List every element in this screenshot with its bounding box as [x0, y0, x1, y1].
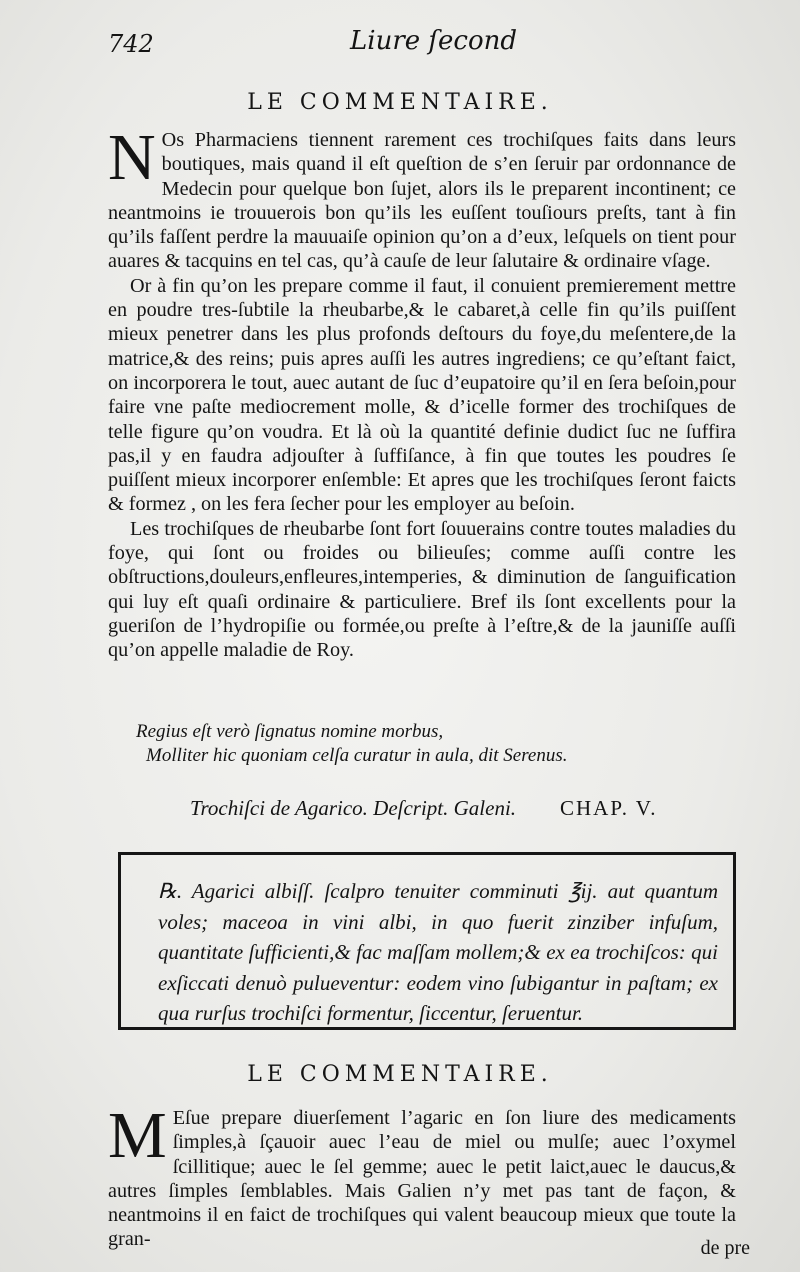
- chapter-heading: [190, 796, 690, 821]
- page-header: [100, 22, 740, 62]
- paragraph: [108, 1099, 736, 1252]
- verse-text: Molliter hic quoniam celſa curatur in aula,: [146, 745, 474, 766]
- verse-attribution: dit Serenus.: [478, 745, 568, 766]
- recipe-text: ℞. Agarici albiſſ. ſcalpro tenuiter comminuti ℥ij. aut quantum voles; maceoa in vini albi, in quo fuerit zinziber infuſum, quantitate ſufficienti,& fac maſſam mollem;& ex ea trochiſcos: qui exſiccati denuò pulueventur: eodem vino ſubigantur in paſtam; ex qua rurſus trochiſci formentur, ſiccentur, ſeruentur.: [158, 879, 718, 1025]
- commentary-body: [108, 121, 736, 663]
- verse-line: [146, 744, 736, 768]
- catchword: de pre: [700, 1237, 750, 1259]
- commentary-title: LE COMMENTAIRE.: [247, 1062, 553, 1087]
- paragraph: Les trochiſques de rheubarbe ſont fort ſouuerains contre toutes maladies du foye, qui ſont ou froides ou bilieuſes; comme auſſi contre les obſtructions,douleurs,enfleures,intemperies, & diminution de ſanguification qui luy eſt quaſi ordinaire & particuliere. Bref ils ſont excellents pour la gueriſon de l’hydropiſie ou formée,ou preſte à l’eſtre,& de la jauniſſe auſſi qu’on appelle maladie de Roy.: [108, 517, 736, 662]
- verse-quote: [136, 720, 736, 768]
- paragraph: [108, 121, 736, 274]
- paragraph-text: Os Pharmaciens tiennent rarement ces trochiſques faits dans leurs boutiques, mais quand il eſt queſtion de s’en ſeruir par ordonnance de Medecin pour quelque bon ſujet, alors ils le preparent incontinent; ce neantmoins ie trouuerois bon qu’ils les euſſent touſiours preſts, tant à fin qu’ils faſſent perdre la mauuaiſe opinion qu’on a d’eux, leſquels on tient pour auares & tacquins en tel cas, qu’à cauſe de leur ſalutaire & ordinaire vſage.: [108, 129, 736, 273]
- paragraph: Or à fin qu’on les prepare comme il faut, il conuient premierement mettre en poudre tres-ſubtile la rheubarbe,& le cabaret,à celle fin qu’ils puiſſent mieux penetrer dans les plus profonds deſtours du foye,du meſentere,de la matrice,& des reins; puis apres auſſi les autres ingrediens; ce qu’eſtant faict, on incorporera le tout, auec autant de ſuc d’eupatoire qu’il en ſera beſoin,pour faire vne paſte mediocrement molle, & d’icelle former des trochiſques de telle figure qu’on voudra. Et là où la quantité definie dudict ſuc ne ſuffira pas,il y en faudra adjouſter à ſuffiſance, à fin que toutes les poudres ſe puiſſent mieux incorporer enſemble: Et apres que les trochiſques ſeront faicts & formez , on les fera ſecher pour les employer au beſoin.: [108, 274, 736, 516]
- commentary-body: [108, 1099, 736, 1252]
- chapter-label: CHAP. V.: [560, 796, 658, 820]
- paragraph-text: Eſue prepare diuerſement l’agaric en ſon liure des medicaments ſimples,à ſçauoir auec l’eau de miel ou mulſe; auec l’oxymel ſcillitique; auec le ſel gemme; auec le petit laict,auec le daucus,& autres ſimples ſemblables. Mais Galien n’y met pas tant de façon, & neantmoins il en faict de trochiſques qui valent beaucoup mieux que toute la gran-: [108, 1107, 736, 1251]
- verse-line: Regius eſt verò ſignatus nomine morbus,: [136, 721, 444, 742]
- drop-cap: M: [108, 1099, 167, 1172]
- chapter-title: Trochiſci de Agarico. Deſcript. Galeni.: [190, 796, 517, 820]
- page-number: 742: [108, 30, 154, 58]
- drop-cap: N: [108, 121, 156, 194]
- commentary-title: LE COMMENTAIRE.: [247, 90, 553, 115]
- running-title: Liure ſecond: [350, 26, 518, 56]
